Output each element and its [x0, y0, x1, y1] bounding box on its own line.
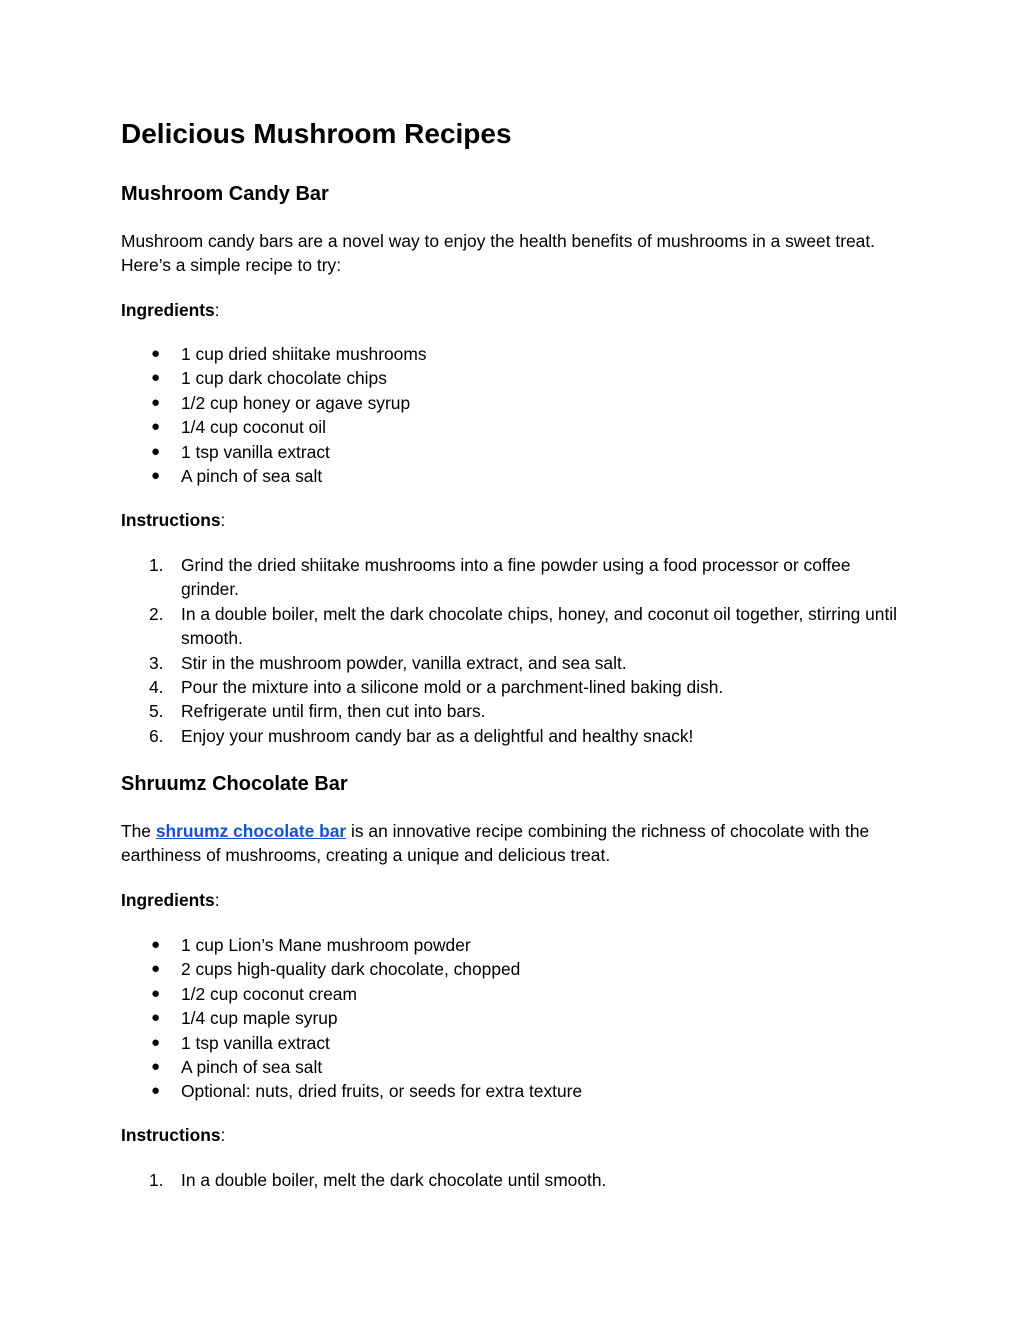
step-number: 4.: [149, 677, 164, 698]
instruction-text: Refrigerate until firm, then cut into bars.: [181, 701, 486, 722]
colon: :: [214, 890, 220, 910]
colon: :: [220, 1125, 226, 1145]
instructions-label: [121, 508, 225, 532]
list-item: [121, 933, 911, 957]
list-item: [121, 391, 911, 415]
ingredient-text: 1/4 cup coconut oil: [181, 417, 327, 438]
ingredients-label-text: Ingredients: [121, 890, 215, 910]
instructions-label-text: Instructions: [121, 1125, 221, 1145]
ingredient-text: 1/2 cup coconut cream: [181, 983, 357, 1004]
list-item: [121, 1031, 911, 1055]
ingredients-label-text: Ingredients: [121, 300, 215, 320]
list-item: [121, 1006, 911, 1030]
instruction-text: Pour the mixture into a silicone mold or a parchment-lined baking dish.: [181, 677, 724, 698]
bullet-icon: ●: [151, 936, 161, 953]
ingredient-text: A pinch of sea salt: [181, 466, 323, 487]
bullet-icon: ●: [151, 467, 161, 485]
document-title: Delicious Mushroom Recipes: [121, 118, 512, 149]
colon: :: [214, 300, 220, 320]
bullet-icon: ●: [151, 1033, 161, 1051]
instruction-text: Stir in the mushroom powder, vanilla extract, and sea salt.: [181, 652, 627, 673]
instruction-text: Grind the dried shiitake mushrooms into a fine powder using a food processor or coffee grinder.: [181, 555, 851, 600]
ingredient-text: 1/4 cup maple syrup: [181, 1008, 338, 1029]
bullet-icon: ●: [151, 442, 161, 460]
section-intro: [121, 819, 896, 868]
section-intro: Mushroom candy bars are a novel way to enjoy the health benefits of mushrooms in a sweet treat. Here’s a simple recipe to try:: [121, 231, 875, 276]
bullet-icon: ●: [151, 984, 161, 1002]
instructions-label: [121, 1123, 225, 1147]
section-heading-shruumz-chocolate-bar: Shruumz Chocolate Bar: [121, 773, 348, 795]
list-item: [121, 982, 911, 1006]
list-item: [121, 440, 911, 464]
bullet-icon: ●: [151, 418, 161, 436]
shruumz-chocolate-bar-link[interactable]: shruumz chocolate bar: [155, 821, 347, 841]
ingredients-list: [121, 933, 911, 1104]
list-item: [121, 1055, 911, 1079]
bullet-icon: ●: [151, 1082, 161, 1100]
list-item: [121, 651, 911, 675]
step-number: 1.: [149, 1170, 164, 1190]
ingredient-text: Optional: nuts, dried fruits, or seeds for extra texture: [181, 1081, 583, 1102]
bullet-icon: ●: [151, 960, 161, 978]
bullet-icon: ●: [151, 345, 161, 362]
step-number: 2.: [149, 603, 164, 624]
ingredient-text: 1/2 cup honey or agave syrup: [181, 392, 411, 413]
instructions-list: [121, 1168, 911, 1192]
intro-prefix: The: [121, 821, 156, 841]
ingredient-text: A pinch of sea salt: [181, 1057, 323, 1078]
list-item: [121, 675, 911, 699]
list-item: [121, 724, 911, 748]
list-item: [121, 366, 911, 390]
ingredients-label: [121, 298, 220, 322]
bullet-icon: ●: [151, 393, 161, 411]
instructions-list: [121, 553, 911, 748]
list-item: [121, 553, 911, 602]
bullet-icon: ●: [151, 1009, 161, 1027]
list-item: [121, 1079, 911, 1103]
bullet-icon: ●: [151, 369, 161, 387]
ingredient-text: 1 cup dark chocolate chips: [181, 368, 387, 389]
list-item: [121, 699, 911, 723]
ingredient-text: 1 cup dried shiitake mushrooms: [181, 344, 427, 364]
intro-suffix: is an innovative recipe combining the richness of chocolate with the earthiness of mushrooms, creating a unique and delicious treat.: [121, 821, 870, 866]
instruction-text: In a double boiler, melt the dark chocolate until smooth.: [181, 1170, 607, 1190]
step-number: 1.: [149, 555, 164, 575]
ingredient-text: 1 tsp vanilla extract: [181, 441, 330, 462]
ingredient-text: 2 cups high-quality dark chocolate, chopped: [181, 959, 521, 980]
ingredients-list: [121, 342, 911, 488]
list-item: [121, 342, 911, 366]
instruction-text: In a double boiler, melt the dark chocolate chips, honey, and coconut oil together, stirring until smooth.: [181, 603, 898, 649]
list-item: [121, 1168, 911, 1192]
instruction-text: Enjoy your mushroom candy bar as a delightful and healthy snack!: [181, 725, 694, 746]
list-item: [121, 957, 911, 981]
list-item: [121, 415, 911, 439]
ingredient-text: 1 cup Lion’s Mane mushroom powder: [181, 935, 471, 955]
step-number: 6.: [149, 725, 164, 746]
step-number: 3.: [149, 652, 164, 673]
list-item: [121, 464, 911, 488]
ingredients-label: [121, 888, 220, 912]
colon: :: [220, 510, 226, 530]
bullet-icon: ●: [151, 1058, 161, 1076]
instructions-label-text: Instructions: [121, 510, 221, 530]
list-item: [121, 602, 911, 651]
section-heading-mushroom-candy-bar: Mushroom Candy Bar: [121, 183, 329, 205]
step-number: 5.: [149, 701, 164, 722]
ingredient-text: 1 tsp vanilla extract: [181, 1032, 330, 1053]
